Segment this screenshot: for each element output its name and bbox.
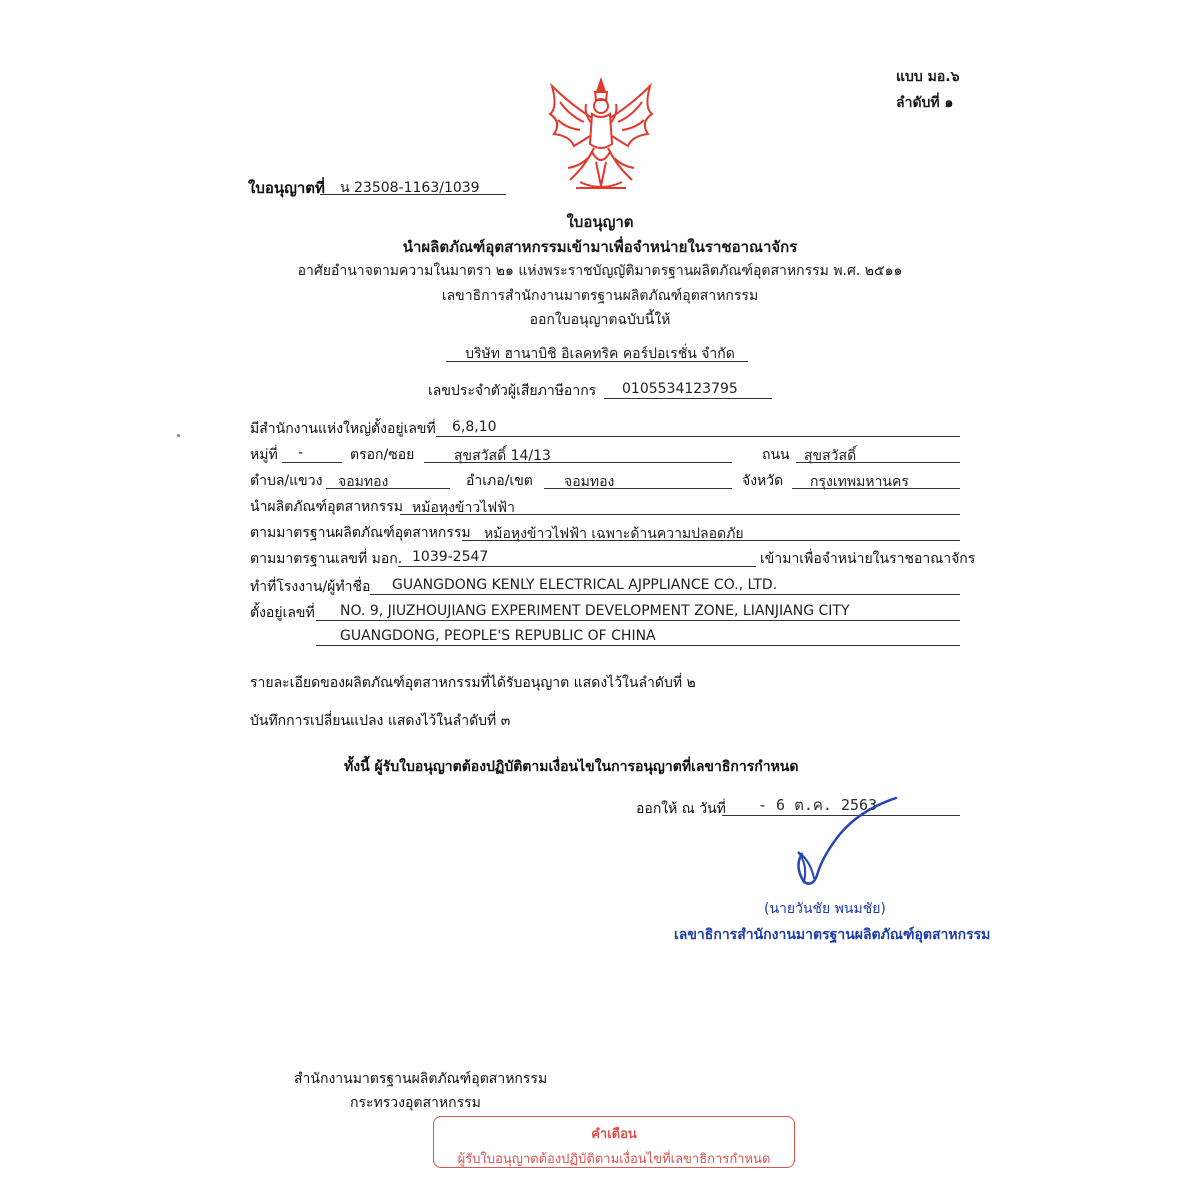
signer-title: เลขาธิการสำนักงานมาตรฐานผลิตภัณฑ์อุตสาหกรรม: [674, 927, 991, 943]
tax-id-value: 0105534123795: [622, 381, 738, 397]
stray-dot: [177, 434, 180, 437]
amphoe-label: อำเภอ/เขต: [466, 473, 533, 489]
page-number: ลำดับที่ ๑: [896, 95, 954, 111]
changes-note: บันทึกการเปลี่ยนแปลง แสดงไว้ในลำดับที่ ๓: [250, 713, 511, 729]
factory-name: GUANGDONG KENLY ELECTRICAL AJPPLIANCE CO., LTD.: [392, 577, 778, 593]
authority-text: อาศัยอำนาจตามความในมาตรา ๒๑ แห่งพระราชบัญญัติมาตรฐานผลิตภัณฑ์อุตสาหกรรม พ.ศ. ๒๕๑๑: [297, 263, 903, 279]
product-standard-value: หม้อหุงข้าวไฟฟ้า เฉพาะด้านความปลอดภัย: [484, 526, 744, 542]
form-code: แบบ มอ.๖: [896, 69, 960, 85]
tambon-label: ตำบล/แขวง: [250, 473, 323, 489]
tambon-underline: [326, 488, 450, 489]
soi-label: ตรอก/ซอย: [350, 447, 415, 463]
doc-title: ใบอนุญาต: [566, 213, 634, 231]
footer-organization: สำนักงานมาตรฐานผลิตภัณฑ์อุตสาหกรรม: [294, 1071, 548, 1087]
factory-address-underline1: [316, 620, 960, 621]
soi-value: สุขสวัสดิ์ 14/13: [454, 448, 551, 464]
issue-date-value: - 6 ต.ค. 2563: [758, 796, 878, 814]
factory-address-underline2: [316, 645, 960, 646]
moo-underline: [282, 462, 342, 463]
province-value: กรุงเทพมหานคร: [810, 474, 909, 490]
product-standard-label: ตามมาตรฐานผลิตภัณฑ์อุตสาหกรรม: [250, 525, 471, 541]
garuda-emblem-icon: [540, 74, 662, 196]
province-label: จังหวัด: [742, 473, 784, 489]
warning-box: [433, 1116, 795, 1168]
condition-note: ทั้งนี้ ผู้รับใบอนุญาตต้องปฏิบัติตามเงื่อนไขในการอนุญาตที่เลขาธิการกำหนด: [344, 759, 799, 775]
office-address-underline: [436, 436, 960, 437]
tax-id-underline: [604, 398, 772, 399]
factory-label: ทำที่โรงงาน/ผู้ทำชื่อ: [250, 579, 371, 595]
issue-date-label: ออกให้ ณ วันที่: [636, 801, 726, 817]
moo-label: หมู่ที่: [250, 447, 278, 463]
tambon-value: จอมทอง: [338, 474, 389, 490]
road-underline: [796, 462, 960, 463]
factory-underline: [370, 594, 960, 595]
amphoe-underline: [544, 488, 732, 489]
signer-name: (นายวันชัย พนมชัย): [764, 901, 886, 917]
product-label: นำผลิตภัณฑ์อุตสาหกรรม: [250, 499, 404, 515]
standard-number-label: ตามมาตรฐานเลขที่ มอก.: [250, 551, 403, 567]
license-number-underline: [320, 194, 506, 195]
product-value: หม้อหุงข้าวไฟฟ้า: [412, 500, 515, 516]
product-underline: [400, 514, 960, 515]
issued-to-text: ออกใบอนุญาตฉบับนี้ให้: [529, 312, 671, 328]
amphoe-value: จอมทอง: [564, 474, 615, 490]
office-address-label: มีสำนักงานแห่งใหญ่ตั้งอยู่เลขที่: [250, 421, 436, 437]
product-standard-underline: [462, 540, 960, 541]
factory-address-line2: GUANGDONG, PEOPLE'S REPUBLIC OF CHINA: [340, 628, 656, 644]
license-number: น 23508-1163/1039: [340, 180, 480, 196]
road-value: สุขสวัสดิ์: [804, 448, 857, 464]
standard-number-suffix: เข้ามาเพื่อจำหน่ายในราชอาณาจักร: [760, 551, 976, 567]
soi-underline: [424, 462, 732, 463]
office-address-value: 6,8,10: [452, 419, 497, 435]
company-name: บริษัท ฮานาบิชิ อิเลคทริค คอร์ปอเรชั่น จำกัด: [465, 346, 735, 362]
province-underline: [792, 488, 960, 489]
signature-icon: [780, 794, 910, 894]
warning-title: คำเตือน: [591, 1127, 637, 1142]
footer-ministry: กระทรวงอุตสาหกรรม: [350, 1095, 481, 1111]
tax-id-label: เลขประจำตัวผู้เสียภาษีอากร: [428, 383, 597, 399]
factory-address-line1: NO. 9, JIUZHOUJIANG EXPERIMENT DEVELOPMENT ZONE, LIANJIANG CITY: [340, 603, 850, 619]
factory-address-label: ตั้งอยู่เลขที่: [250, 605, 315, 621]
issuer-text: เลขาธิการสำนักงานมาตรฐานผลิตภัณฑ์อุตสาหกรรม: [441, 288, 759, 304]
standard-number-underline: [398, 566, 756, 567]
moo-value: -: [298, 445, 304, 461]
details-note: รายละเอียดของผลิตภัณฑ์อุตสาหกรรมที่ได้รับอนุญาต แสดงไว้ในลำดับที่ ๒: [250, 675, 696, 691]
warning-text: ผู้รับใบอนุญาตต้องปฏิบัติตามเงื่อนไขที่เลขาธิการกำหนด: [457, 1152, 771, 1167]
standard-number-value: 1039-2547: [412, 549, 489, 565]
road-label: ถนน: [762, 447, 790, 463]
company-underline: [446, 361, 748, 362]
license-number-label: ใบอนุญาตที่: [248, 179, 325, 197]
doc-subtitle: นำผลิตภัณฑ์อุตสาหกรรมเข้ามาเพื่อจำหน่ายในราชอาณาจักร: [402, 238, 798, 256]
